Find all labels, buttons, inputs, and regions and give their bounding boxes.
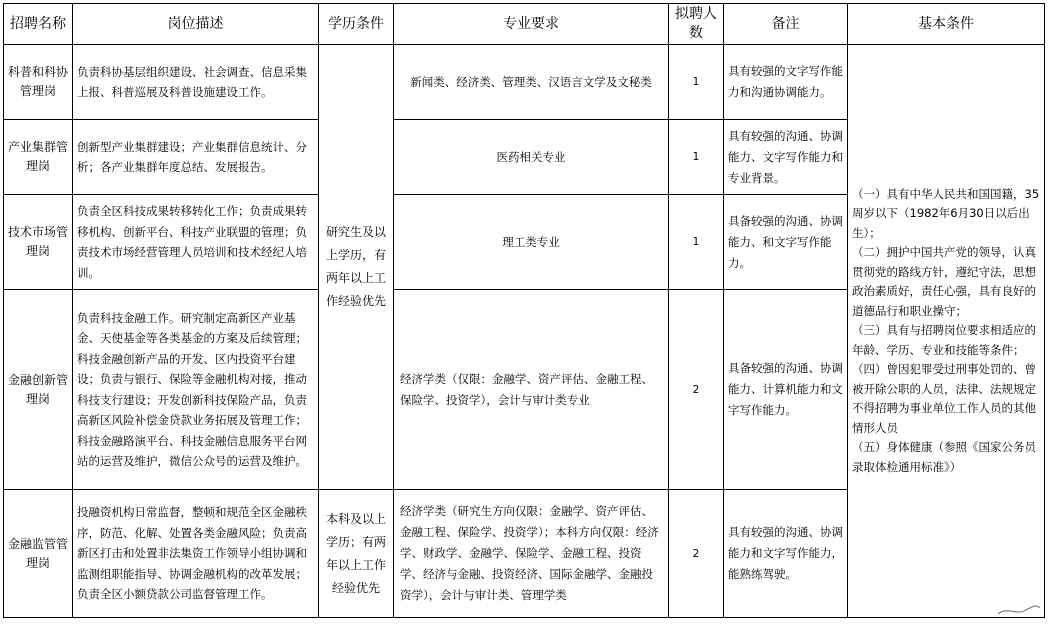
position-name: 科普和科协管理岗 (4, 45, 73, 120)
hire-count: 2 (669, 290, 724, 490)
table-header-row (4, 4, 1045, 45)
header-description: 岗位描述 (73, 4, 319, 45)
position-note: 具有较强的文字写作能力和沟通协调能力。 (724, 45, 848, 120)
hire-count: 1 (669, 120, 724, 195)
basic-conditions (848, 45, 1045, 618)
position-description: 创新型产业集群建设；产业集群信息统计、分析；各产业集群年度总结、发展报告。 (73, 120, 319, 195)
basic-condition-3: （三）具有与招聘岗位要求相适应的年龄、学历、专业和技能等条件； (852, 323, 1036, 357)
education-requirement: 研究生及以上学历，有两年以上工作经验优先 (319, 45, 394, 490)
position-description: 负责全区科技成果转移转化工作；负责成果转移机构、创新平台、科技产业联盟的管理；负责技术市场经营管理人员培训和技术经纪人培训。 (73, 195, 319, 290)
position-description: 投融资机构日常监督，整顿和规范全区金融秩序，防范、化解、处置各类金融风险；负责高新区打击和处置非法集资工作领导小组协调和监测组职能指导、协调金融机构的改革发展；负责全区小额贷款公司监督管理工作。 (73, 490, 319, 618)
education-requirement: 本科及以上学历；有两年以上工作经验优先 (319, 490, 394, 618)
major-requirement: 经济学类（研究生方向仅限：金融学、资产评估、金融工程、保险学、投资学）；本科方向仅限：经济学、财政学、金融学、保险学、金融工程、投资学、经济与金融、投资经济、国际金融学、金融投资学），会计与审计类、管理学类 (394, 490, 669, 618)
position-note: 具备较强的沟通、协调能力、和文字写作能力。 (724, 195, 848, 290)
position-name: 金融创新管理岗 (4, 290, 73, 490)
position-name: 产业集群管理岗 (4, 120, 73, 195)
position-description: 负责科协基层组织建设、社会调查、信息采集上报、科普巡展及科普设施建设工作。 (73, 45, 319, 120)
header-major: 专业要求 (394, 4, 669, 45)
position-note: 具有较强的沟通、协调能力和文字写作能力，能熟练驾驶。 (724, 490, 848, 618)
decorative-scribble (996, 602, 1042, 618)
position-description: 负责科技金融工作。研究制定高新区产业基金、天使基金等各类基金的方案及后续管理；科技金融创新产品的开发、区内投资平台建设；负责与银行、保险等金融机构对接，推动科技支行建设；开发创新科技保险产品，负责高新区风险补偿金贷款业务拓展及管理工作；科技金融路演平台、科技金融信息服务平台网站的运营及维护，微信公众号的运营及维护。 (73, 290, 319, 490)
header-basic: 基本条件 (848, 4, 1045, 45)
major-requirement: 理工类专业 (394, 195, 669, 290)
major-requirement: 医药相关专业 (394, 120, 669, 195)
position-name: 金融监管管理岗 (4, 490, 73, 618)
basic-condition-4: （四）曾因犯罪受过刑事处罚的、曾被开除公职的人员，法律、法规规定不得招聘为事业单位工作人员的其他情形人员 (852, 362, 1036, 435)
header-count: 拟聘人数 (669, 4, 724, 45)
recruitment-table (3, 3, 1045, 618)
header-note: 备注 (724, 4, 848, 45)
header-education: 学历条件 (319, 4, 394, 45)
header-position: 招聘名称 (4, 4, 73, 45)
hire-count: 2 (669, 490, 724, 618)
recruitment-table-wrapper (3, 3, 1045, 618)
major-requirement: 新闻类、经济类、管理类、汉语言文学及文秘类 (394, 45, 669, 120)
position-note: 具备较强的沟通、协调能力、计算机能力和文字写作能力。 (724, 290, 848, 490)
basic-condition-1: （一）具有中华人民共和国国籍，35周岁以下（1982年6月30日以后出生）； (852, 186, 1040, 240)
hire-count: 1 (669, 195, 724, 290)
position-name: 技术市场管理岗 (4, 195, 73, 290)
major-requirement: 经济学类（仅限：金融学、资产评估、金融工程、保险学、投资学），会计与审计类专业 (394, 290, 669, 490)
basic-condition-2: （二）拥护中国共产党的领导，认真贯彻党的路线方针，遵纪守法，思想政治素质好，责任心强，具有良好的道德品行和职业操守； (852, 245, 1036, 318)
table-row (4, 45, 1045, 120)
hire-count: 1 (669, 45, 724, 120)
basic-condition-5: （五）身体健康（参照《国家公务员录取体检通用标准》） (852, 440, 1036, 474)
position-note: 具有较强的沟通、协调能力、文字写作能力和专业背景。 (724, 120, 848, 195)
